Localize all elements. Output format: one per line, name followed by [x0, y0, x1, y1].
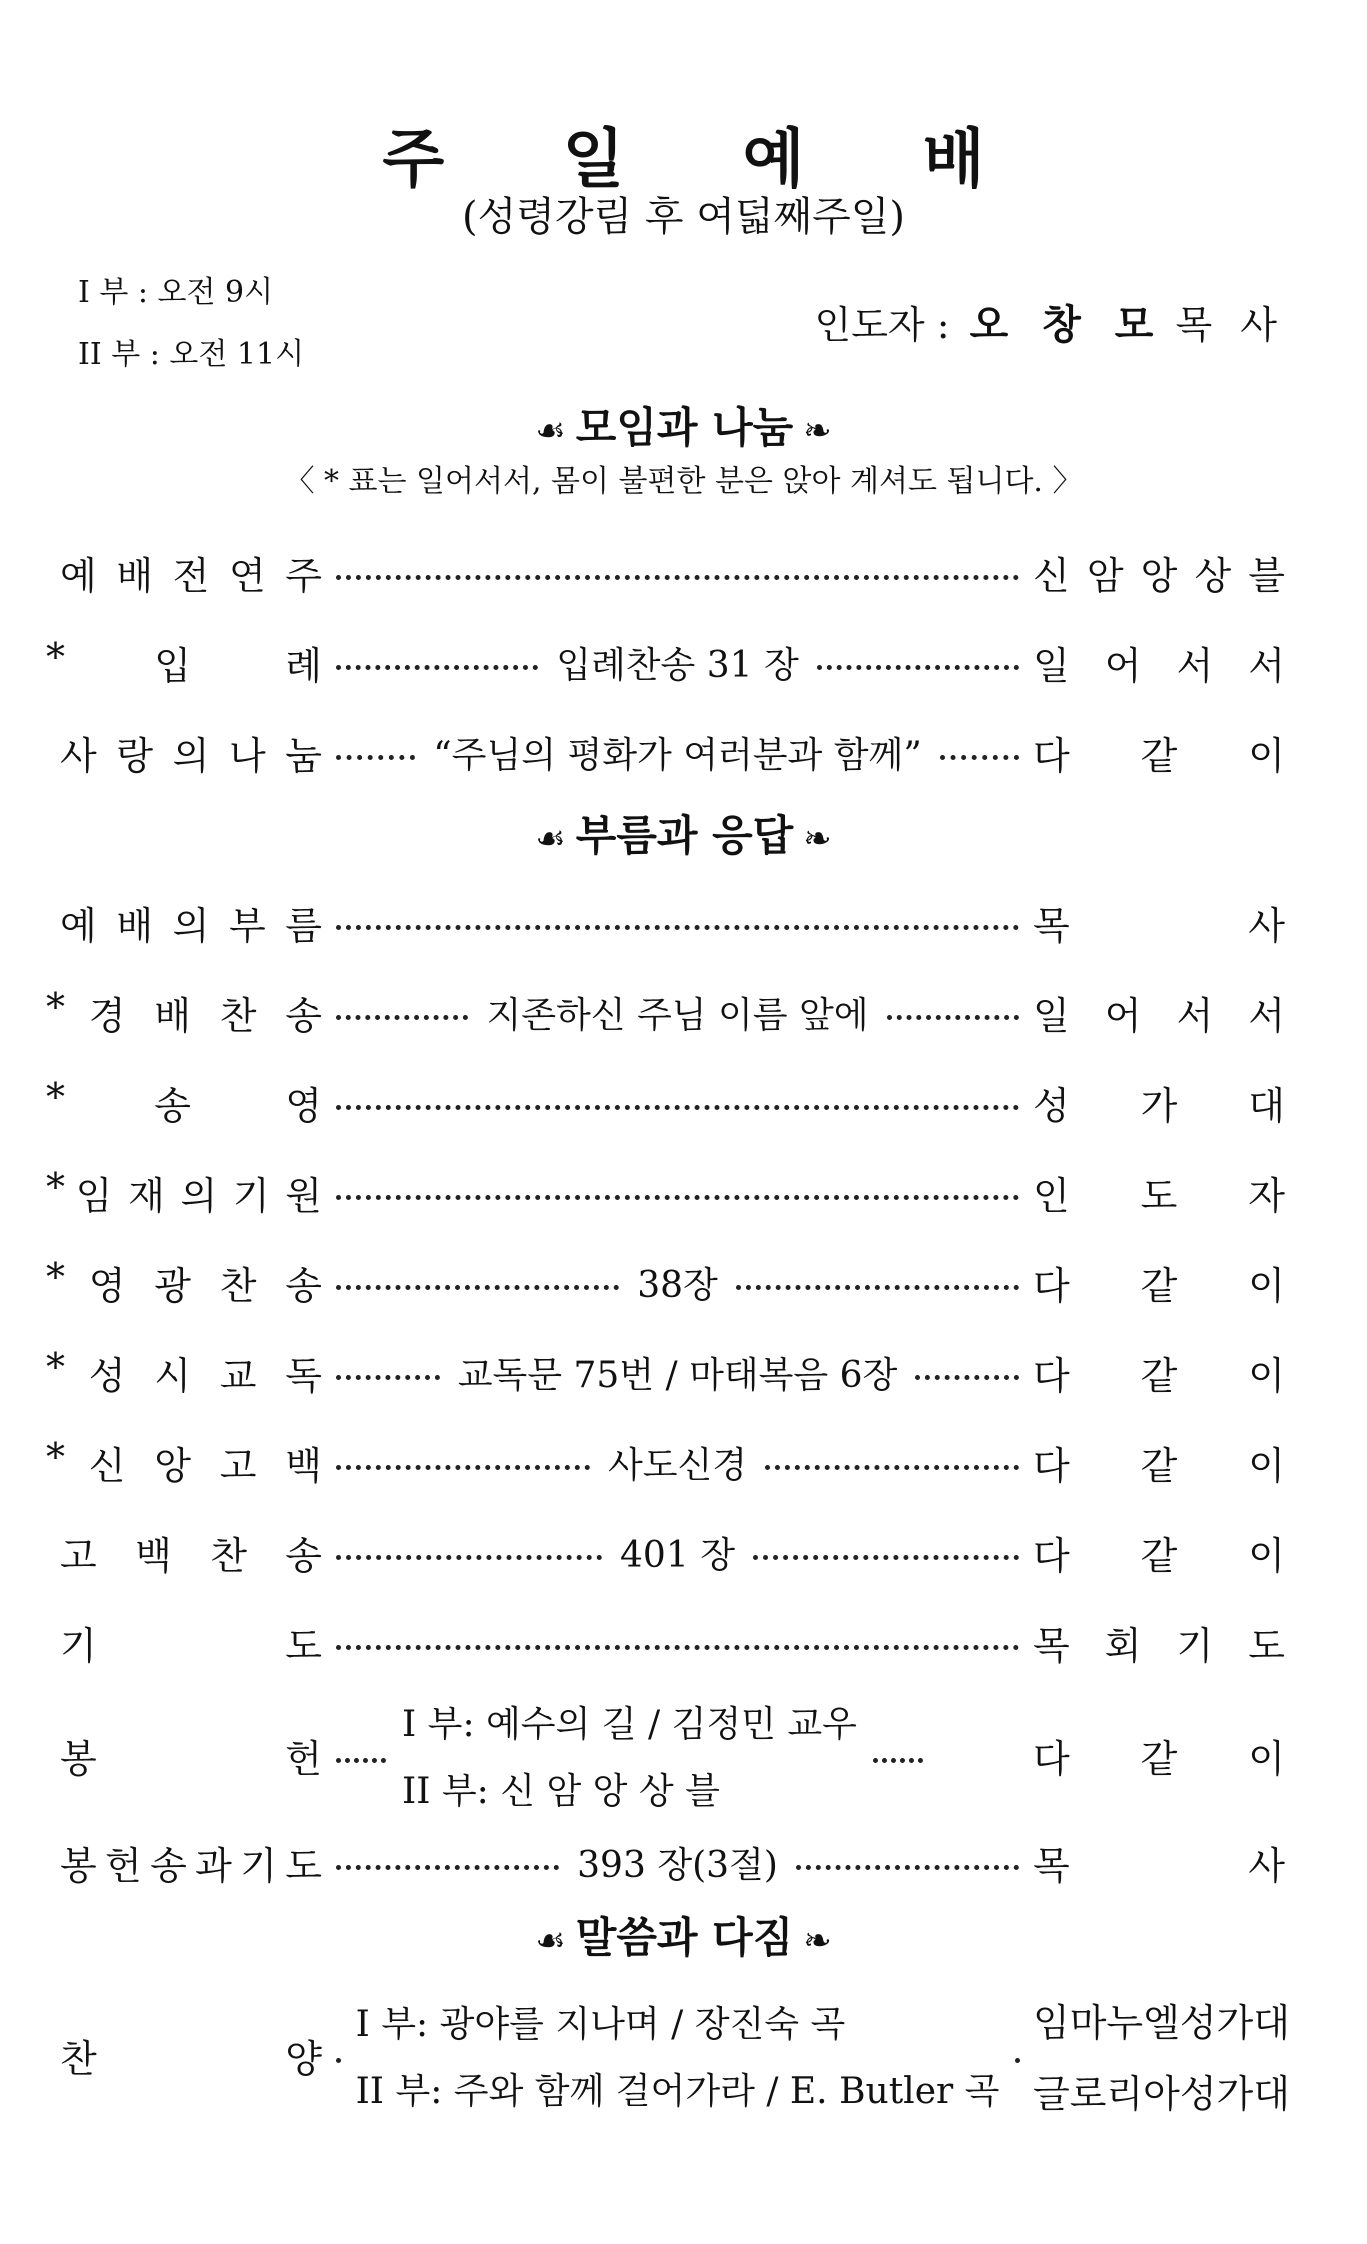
performer-char: 다 [1033, 1263, 1070, 1308]
dot-leader [940, 755, 1019, 760]
label-char: 례 [285, 643, 322, 688]
item-detail [386, 1696, 873, 1814]
label-char: 백 [285, 1443, 322, 1488]
label-char: 영 [285, 1083, 322, 1128]
label-char: 예 [60, 903, 97, 948]
item-label [60, 545, 322, 600]
ornament-right-icon: ❧ [803, 411, 832, 451]
worship-item-row [60, 1610, 1285, 1674]
performer-char: 일 [1033, 643, 1070, 688]
label-char: 눔 [285, 733, 322, 778]
ornament-left-icon: ☙ [535, 1921, 566, 1961]
leader-line [336, 637, 1019, 688]
performer-char: 어 [1104, 993, 1142, 1038]
performer-char: 신 [1033, 553, 1070, 598]
leader-line [336, 1347, 1019, 1398]
section-heading-gathering [0, 400, 1367, 459]
label-char: 도 [285, 1843, 322, 1888]
item-detail: 401 장 [620, 1534, 735, 1576]
item-label [60, 1835, 322, 1890]
leader-line [336, 1696, 1019, 1814]
performer-line: 글로리아성가대 [1033, 2072, 1290, 2116]
worship-item-row [46, 1340, 1285, 1404]
performer-char: 서 [1176, 993, 1214, 1038]
item-label: * 신 앙 고 백 [46, 1434, 322, 1488]
dot-leader [336, 1195, 1019, 1200]
performer-char: 같 [1140, 1736, 1178, 1781]
leader-line [336, 987, 1019, 1038]
detail-line: II 부: 신 암 앙 상 블 [402, 1771, 720, 1812]
item-performer [1033, 1728, 1285, 1783]
leader-line [336, 1095, 1019, 1110]
label-char: 기 [232, 1173, 270, 1218]
label-char: 신 [88, 1443, 126, 1488]
label-char: 과 [195, 1843, 232, 1888]
performer-char: 목 [1033, 1843, 1070, 1888]
item-label: * 입 례 [46, 634, 322, 688]
label-char: 광 [154, 1263, 191, 1308]
item-performer [1033, 1835, 1285, 1890]
item-performer [1033, 725, 1285, 780]
item-performer [1033, 895, 1285, 950]
label-char: 고 [60, 1533, 97, 1578]
label-char: 사 [60, 733, 97, 778]
page-title: 주 일 예 배 [382, 122, 1033, 197]
section-title: 모임과 나눔 [575, 403, 794, 452]
label-char: 의 [180, 1173, 218, 1218]
performer-char: 대 [1248, 1083, 1285, 1128]
label-char: 주 [285, 553, 322, 598]
worship-item-row [60, 1990, 1290, 2120]
item-label: * 임 재 의 기 원 [46, 1164, 322, 1218]
dot-leader [336, 1865, 559, 1870]
label-char: 기 [240, 1843, 277, 1888]
item-performer [1033, 1992, 1290, 2118]
label-char: 배 [154, 993, 191, 1038]
performer-char: 이 [1248, 1353, 1285, 1398]
worship-item-row [60, 1830, 1285, 1894]
label-char: 연 [228, 553, 266, 598]
page-subtitle: (성령강림 후 여덟째주일) [461, 194, 906, 240]
label-char: 원 [285, 1173, 322, 1218]
item-performer [1033, 1345, 1285, 1400]
label-char: 독 [285, 1353, 322, 1398]
label-char: 봉 [60, 1843, 97, 1888]
label-char: 성 [88, 1353, 126, 1398]
dot-leader [336, 1105, 1019, 1110]
dot-leader [336, 1015, 468, 1020]
performer-char: 어 [1104, 643, 1142, 688]
item-performer [1033, 635, 1285, 690]
performer-char: 서 [1176, 643, 1214, 688]
label-char: 봉 [60, 1736, 97, 1781]
leader-line [336, 1437, 1019, 1488]
ornament-left-icon: ☙ [535, 819, 566, 859]
performer-char: 블 [1248, 553, 1285, 598]
item-performer [1033, 985, 1285, 1040]
label-char: 영 [88, 1263, 126, 1308]
label-char: 백 [135, 1533, 172, 1578]
dot-leader [753, 1555, 1019, 1560]
dot-leader [336, 1375, 440, 1380]
item-label [60, 1615, 322, 1670]
ornament-right-icon: ❧ [803, 1921, 832, 1961]
section-heading-call [0, 808, 1367, 867]
dot-leader [336, 575, 1019, 580]
performer-char: 서 [1248, 993, 1285, 1038]
performer-char: 다 [1033, 1533, 1070, 1578]
dot-leader [336, 1758, 386, 1763]
ornament-right-icon: ❧ [803, 819, 832, 859]
performer-char: 다 [1033, 1736, 1070, 1781]
item-performer [1033, 1435, 1285, 1490]
leader-line [336, 1996, 1019, 2114]
worship-item-row [46, 1250, 1285, 1314]
performer-char: 회 [1104, 1623, 1142, 1668]
label-char: 고 [219, 1443, 257, 1488]
dot-leader [796, 1865, 1019, 1870]
performer-char: 다 [1033, 1443, 1070, 1488]
dot-leader [887, 1015, 1019, 1020]
item-label: * 경 배 찬 송 [46, 984, 322, 1038]
leader-prefix: 인도자 : [814, 303, 950, 347]
item-label: * 영 광 찬 송 [46, 1254, 322, 1308]
label-char: 찬 [210, 1533, 247, 1578]
dot-leader [873, 1758, 923, 1763]
performer-char: 사 [1248, 1843, 1285, 1888]
label-char: 예 [60, 553, 97, 598]
leader-line [336, 727, 1019, 778]
item-detail: 사도신경 [607, 1444, 748, 1486]
item-performer [1033, 1255, 1285, 1310]
performer-char: 자 [1248, 1173, 1285, 1218]
section-heading-word [0, 1910, 1367, 1969]
label-char: 입 [154, 643, 191, 688]
label-char: 송 [285, 1533, 322, 1578]
item-detail: 393 장(3절) [577, 1844, 778, 1886]
performer-char: 성 [1033, 1083, 1070, 1128]
item-label [60, 895, 322, 950]
item-label: * 성 시 교 독 [46, 1344, 322, 1398]
detail-line: I 부: 광야를 지나며 / 장진숙 곡 [355, 2004, 846, 2045]
section-title: 부름과 응답 [575, 811, 794, 860]
label-char: 찬 [60, 2036, 97, 2081]
label-char: 전 [172, 553, 210, 598]
worship-leader [815, 300, 1285, 350]
dot-leader [765, 1465, 1019, 1470]
label-char: 의 [172, 903, 210, 948]
label-char: 헌 [285, 1736, 322, 1781]
label-char: 양 [285, 2036, 322, 2081]
label-char: 의 [172, 733, 210, 778]
label-char: 도 [285, 1623, 322, 1668]
label-char: 재 [128, 1173, 165, 1218]
dot-leader [336, 1555, 602, 1560]
performer-char: 서 [1248, 643, 1285, 688]
worship-item-row [60, 890, 1285, 954]
dot-leader [336, 1645, 1019, 1650]
label-char: 송 [285, 1263, 322, 1308]
leader-title: 목 사 [1175, 303, 1285, 347]
leader-line [336, 1837, 1019, 1888]
item-performer [1033, 1075, 1285, 1130]
label-char: 송 [150, 1843, 187, 1888]
performer-char: 같 [1140, 1353, 1178, 1398]
label-char: 배 [116, 903, 154, 948]
worship-item-row [60, 1690, 1285, 1820]
label-char: 송 [154, 1083, 191, 1128]
label-char: 시 [154, 1353, 191, 1398]
performer-char: 다 [1033, 1353, 1070, 1398]
leader-line [336, 1527, 1019, 1578]
leader-line [336, 565, 1019, 580]
performer-char: 이 [1248, 1443, 1285, 1488]
label-char: 기 [60, 1623, 97, 1668]
item-label [60, 1525, 322, 1580]
item-label: * 송 영 [46, 1074, 322, 1128]
item-label [60, 725, 322, 780]
leader-line [336, 1185, 1019, 1200]
leader-line [336, 1635, 1019, 1650]
performer-char: 이 [1248, 1736, 1285, 1781]
item-detail: 교독문 75번 / 마태복음 6장 [457, 1354, 898, 1396]
performer-char: 같 [1140, 1263, 1178, 1308]
label-char: 앙 [154, 1443, 191, 1488]
item-performer [1033, 545, 1285, 600]
performer-char: 이 [1248, 1533, 1285, 1578]
performer-char: 가 [1140, 1083, 1178, 1128]
worship-item-row [46, 1070, 1285, 1134]
session-2-time: II 부 : 오전 11시 [78, 337, 305, 372]
performer-char: 암 [1086, 553, 1124, 598]
worship-item-row [46, 1160, 1285, 1224]
performer-char: 같 [1140, 1533, 1178, 1578]
item-label [60, 2028, 322, 2083]
dot-leader [1015, 2058, 1019, 2063]
performer-char: 같 [1140, 733, 1178, 778]
label-char: 나 [228, 733, 266, 778]
label-char: 헌 [105, 1843, 142, 1888]
performer-char: 일 [1033, 993, 1070, 1038]
label-char: 찬 [219, 993, 257, 1038]
label-char: 경 [88, 993, 126, 1038]
performer-char: 이 [1248, 733, 1285, 778]
leader-line [336, 1257, 1019, 1308]
dot-leader [336, 925, 1019, 930]
performer-char: 상 [1194, 553, 1232, 598]
label-char: 송 [285, 993, 322, 1038]
detail-line: I 부: 예수의 길 / 김정민 교우 [402, 1704, 857, 1745]
performer-char: 다 [1033, 733, 1070, 778]
performer-char: 이 [1248, 1263, 1285, 1308]
session-1-time: I 부 : 오전 9시 [78, 275, 274, 310]
performer-char: 도 [1140, 1173, 1178, 1218]
dot-leader [915, 1375, 1019, 1380]
worship-item-row [46, 630, 1285, 694]
item-detail [340, 1996, 1016, 2114]
label-char: 찬 [219, 1263, 257, 1308]
label-char: 름 [285, 903, 322, 948]
item-detail: “주님의 평화가 여러분과 함께” [433, 734, 922, 776]
dot-leader [736, 1285, 1019, 1290]
dot-leader [336, 755, 415, 760]
label-char: 부 [228, 903, 266, 948]
performer-char: 같 [1140, 1443, 1178, 1488]
label-char: 배 [116, 553, 154, 598]
performer-char: 인 [1033, 1173, 1070, 1218]
leader-name: 오 창 모 [969, 301, 1164, 348]
session-times [78, 272, 304, 396]
item-performer [1033, 1165, 1285, 1220]
standing-note: 〈 * 표는 일어서서, 몸이 불편한 분은 앉아 계셔도 됩니다. 〉 [284, 464, 1083, 499]
dot-leader [336, 1465, 590, 1470]
worship-item-row [60, 720, 1285, 784]
dot-leader [336, 1285, 619, 1290]
dot-leader [817, 665, 1019, 670]
performer-char: 목 [1033, 903, 1070, 948]
performer-char: 기 [1176, 1623, 1214, 1668]
section-title: 말씀과 다짐 [575, 1913, 794, 1962]
label-char: 교 [219, 1353, 257, 1398]
performer-char: 도 [1248, 1623, 1285, 1668]
worship-item-row [46, 980, 1285, 1044]
dot-leader [336, 665, 538, 670]
item-detail: 입례찬송 31 장 [556, 644, 799, 686]
leader-line [336, 915, 1019, 930]
detail-line: II 부: 주와 함께 걸어가라 / E. Butler 곡 [355, 2071, 1000, 2112]
performer-line: 임마누엘성가대 [1033, 2001, 1290, 2045]
item-performer [1033, 1525, 1285, 1580]
item-label [60, 1728, 322, 1783]
worship-item-row [46, 1430, 1285, 1494]
worship-item-row [60, 1520, 1285, 1584]
item-performer [1033, 1615, 1285, 1670]
performer-char: 사 [1248, 903, 1285, 948]
label-char: 임 [75, 1173, 113, 1218]
worship-item-row [60, 540, 1285, 604]
label-char: 랑 [116, 733, 154, 778]
item-detail: 38장 [637, 1264, 718, 1306]
item-detail: 지존하신 주님 이름 앞에 [486, 994, 869, 1036]
ornament-left-icon: ☙ [535, 411, 566, 451]
performer-char: 앙 [1140, 553, 1178, 598]
performer-char: 목 [1033, 1623, 1070, 1668]
